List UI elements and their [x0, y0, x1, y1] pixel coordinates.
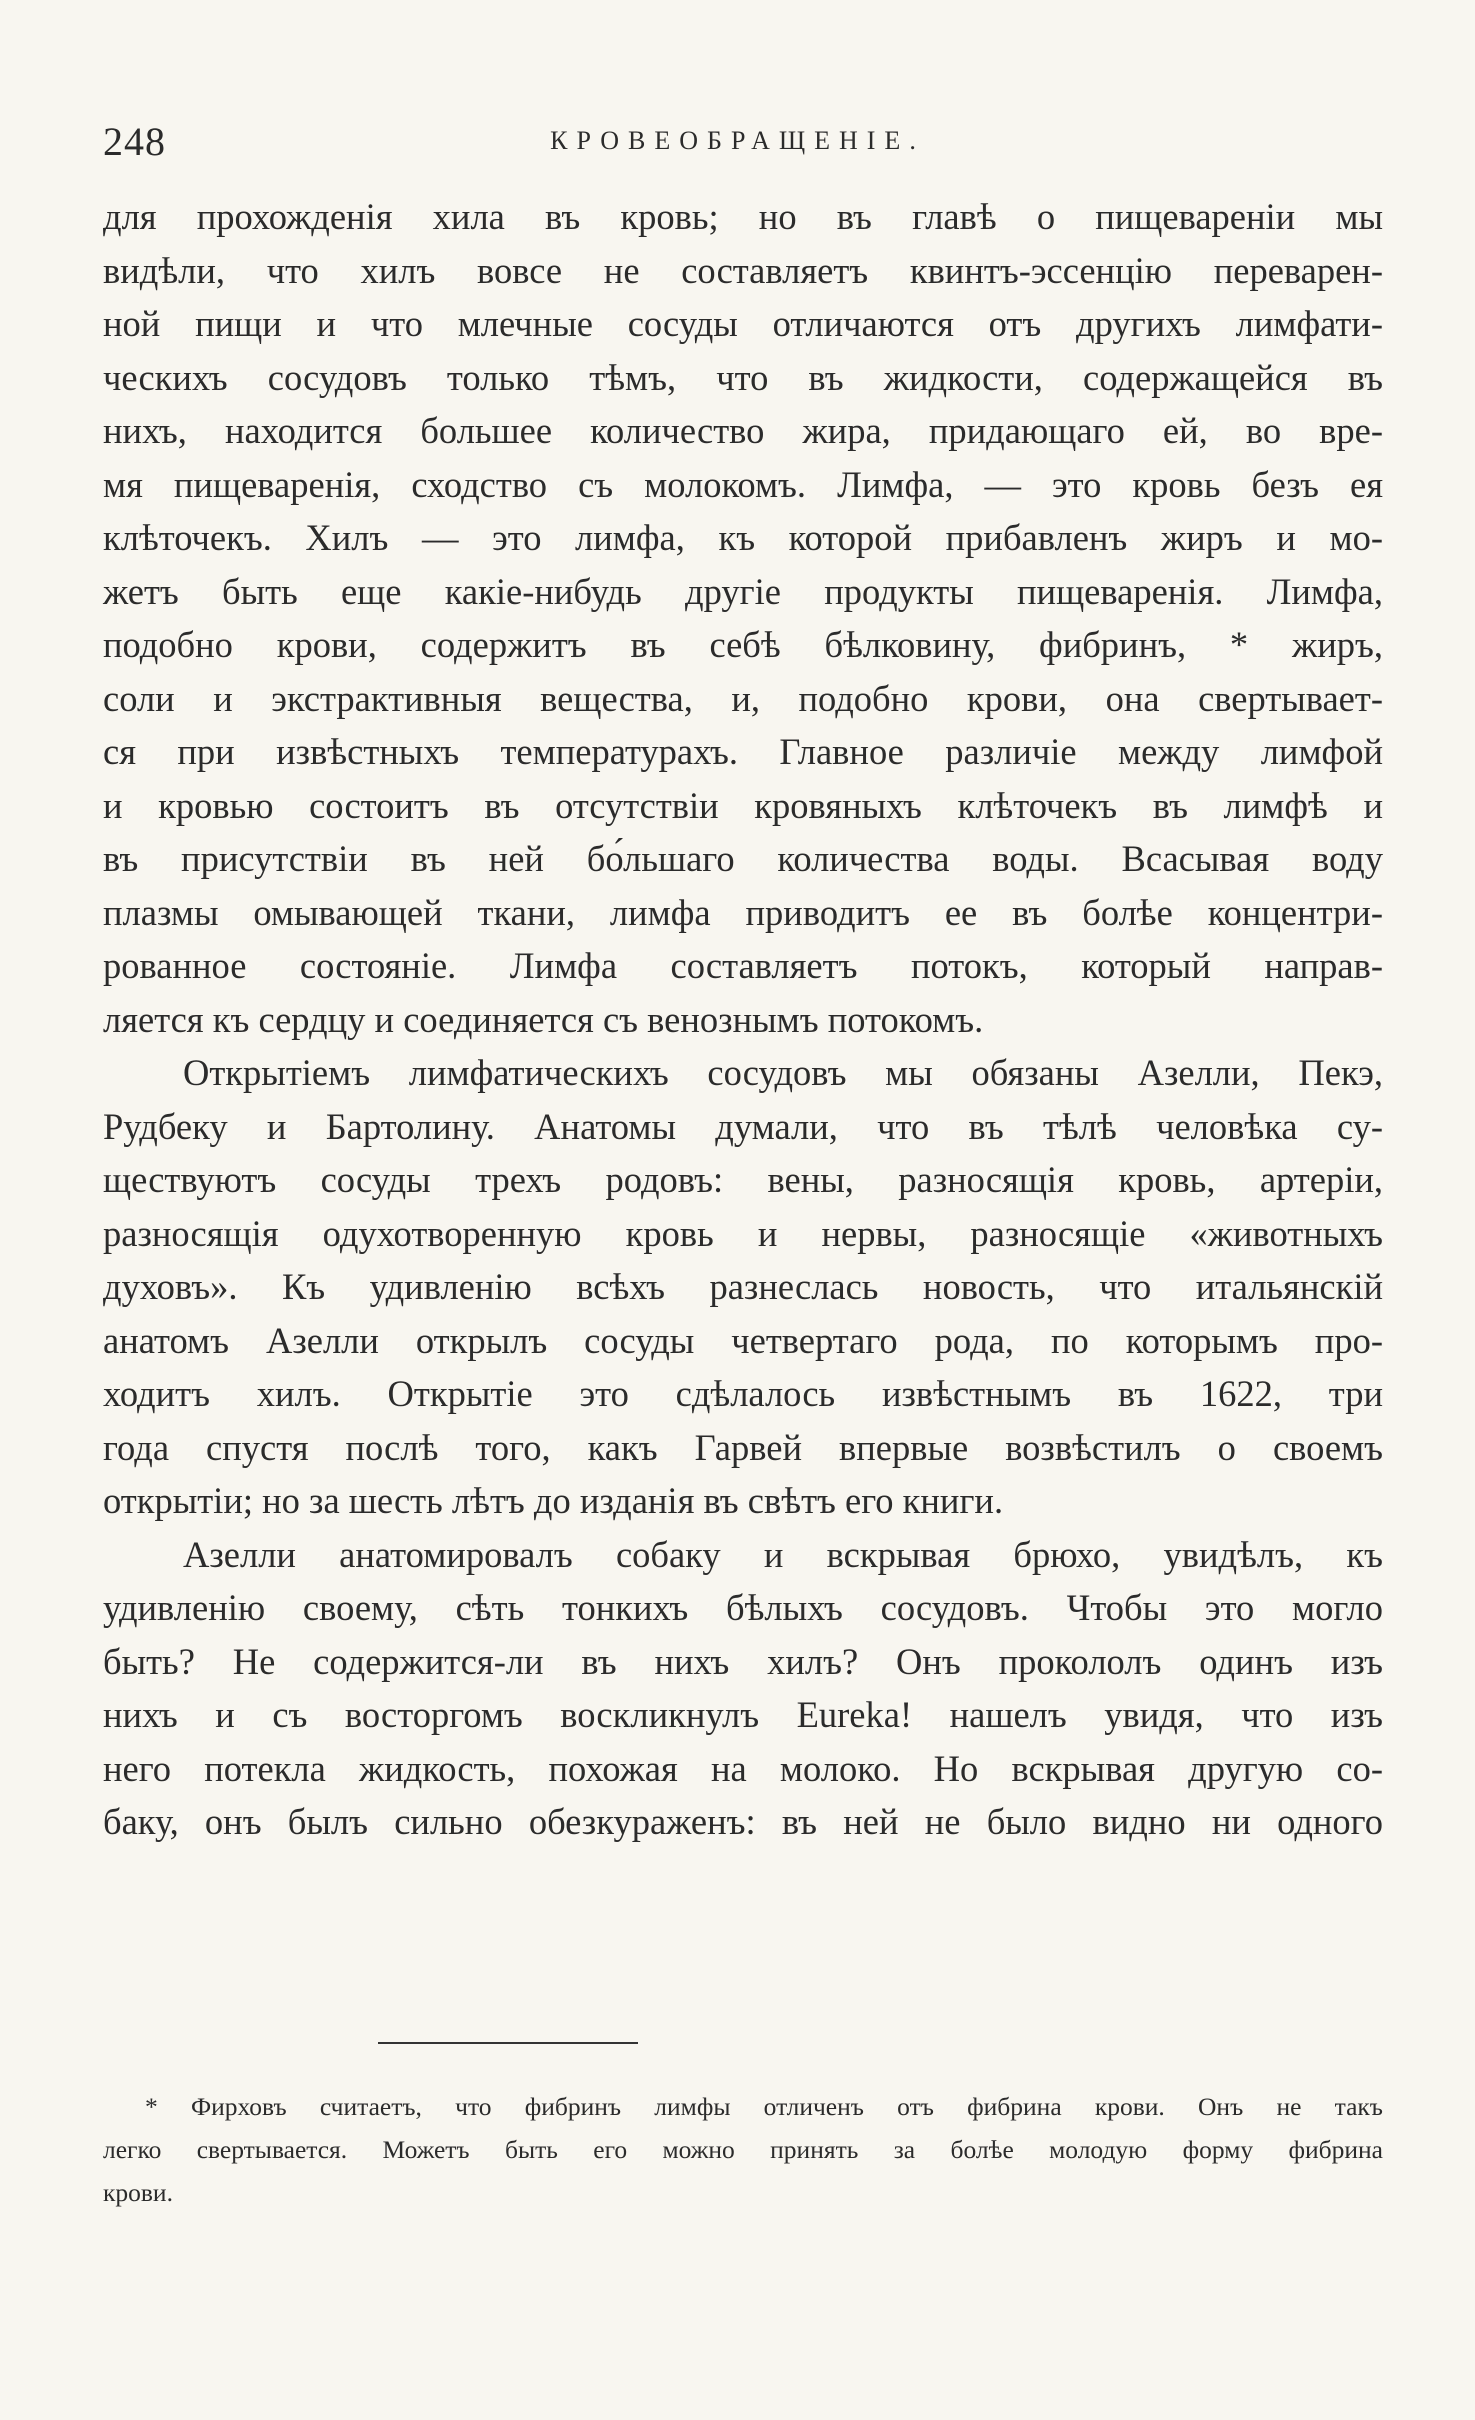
paragraph-3 [103, 1528, 1383, 1849]
text-line: видѣли, что хилъ вовсе не составляетъ квинтъ-эссенцiю переварен- [103, 249, 1383, 291]
text-line: нихъ и съ восторгомъ воскликнулъ Eureka! нашелъ увидя, что изъ [103, 1694, 1383, 1735]
footnote-line: крови. [103, 2178, 173, 2207]
text-line: быть? Не содержится-ли въ нихъ хилъ? Онъ прокололъ одинъ изъ [103, 1640, 1383, 1682]
text-line: Азелли анатомировалъ собаку и вскрывая брюхо, увидѣлъ, къ [183, 1533, 1383, 1575]
text-line: ляется къ сердцу и соединяется съ венознымъ потокомъ. [103, 998, 984, 1040]
text-line: рованное состоянiе. Лимфа составляетъ потокъ, который направ- [103, 945, 1383, 986]
footnote-divider [378, 2042, 638, 2044]
text-line: открытiи; но за шесть лѣтъ до изданiя въ свѣтъ его книги. [103, 1480, 1004, 1521]
text-line: нихъ, находится большее количество жира, придающаго ей, во вре- [103, 410, 1383, 451]
footnote [103, 2085, 1383, 2214]
text-line: баку, онъ былъ сильно обезкураженъ: въ ней не было видно ни одного [103, 1801, 1383, 1842]
text-line: ческихъ сосудовъ только тѣмъ, что въ жидкости, содержащейся въ [103, 356, 1383, 398]
text-line: мя пищеваренiя, сходство съ молокомъ. Лимфа, — это кровь безъ ея [103, 463, 1383, 505]
text-line: ходитъ хилъ. Открытiе это сдѣлалось извѣстнымъ въ 1622, три [103, 1373, 1383, 1414]
text-line: ществуютъ сосуды трехъ родовъ: вены, разносящiя кровь, артерiи, [103, 1159, 1383, 1200]
text-line: жетъ быть еще какiе-нибудь другiе продукты пищеваренiя. Лимфа, [103, 570, 1383, 612]
text-line: въ присутствiи въ ней бо́льшаго количества воды. Всасывая воду [103, 838, 1383, 879]
text-line: подобно крови, содержитъ въ себѣ бѣлковину, фибринъ, * жиръ, [103, 624, 1383, 665]
body-text [103, 190, 1383, 1849]
footnote-line: * Фирховъ считаетъ, что фибринъ лимфы отличенъ отъ фибрина крови. Онъ не такъ [145, 2092, 1383, 2121]
text-line: плазмы омывающей ткани, лимфа приводитъ ее въ болѣе концентри- [103, 891, 1383, 933]
text-line: Открытiемъ лимфатическихъ сосудовъ мы обязаны Азелли, Пекэ, [183, 1052, 1383, 1093]
text-line: года спустя послѣ того, какъ Гарвей впервые возвѣстилъ о своемъ [103, 1426, 1383, 1468]
paragraph-2 [103, 1046, 1383, 1528]
paragraph-1 [103, 190, 1383, 1046]
footnote-line: легко свертывается. Можетъ быть его можно принять за болѣе молодую форму фибрина [103, 2135, 1383, 2164]
text-line: анатомъ Азелли открылъ сосуды четвертаго рода, по которымъ про- [103, 1319, 1383, 1361]
page-number: 248 [103, 119, 166, 164]
text-line: и кровью состоитъ въ отсутствiи кровяныхъ клѣточекъ въ лимфѣ и [103, 784, 1383, 826]
text-line: удивленiю своему, сѣть тонкихъ бѣлыхъ сосудовъ. Чтобы это могло [103, 1587, 1383, 1628]
text-line: Рудбеку и Бартолину. Анатомы думали, что въ тѣлѣ человѣка су- [103, 1105, 1383, 1147]
text-line: ной пищи и что млечные сосуды отличаются отъ другихъ лимфати- [103, 303, 1383, 344]
text-line: духовъ». Къ удивленiю всѣхъ разнеслась новость, что итальянскiй [103, 1266, 1383, 1307]
text-line: для прохожденiя хила въ кровь; но въ главѣ о пищеваренiи мы [103, 196, 1383, 237]
text-line: разносящiя одухотворенную кровь и нервы, разносящiе «животныхъ [103, 1212, 1383, 1254]
text-line: ся при извѣстныхъ температурахъ. Главное различiе между лимфой [103, 731, 1383, 772]
running-head: КРОВЕОБРАЩЕНIЕ. [550, 126, 925, 155]
text-line: него потекла жидкость, похожая на молоко. Но вскрывая другую со- [103, 1747, 1383, 1789]
text-line: соли и экстрактивныя вещества, и, подобно крови, она свертывает- [103, 677, 1383, 719]
text-line: клѣточекъ. Хилъ — это лимфа, къ которой прибавленъ жиръ и мо- [103, 517, 1383, 558]
